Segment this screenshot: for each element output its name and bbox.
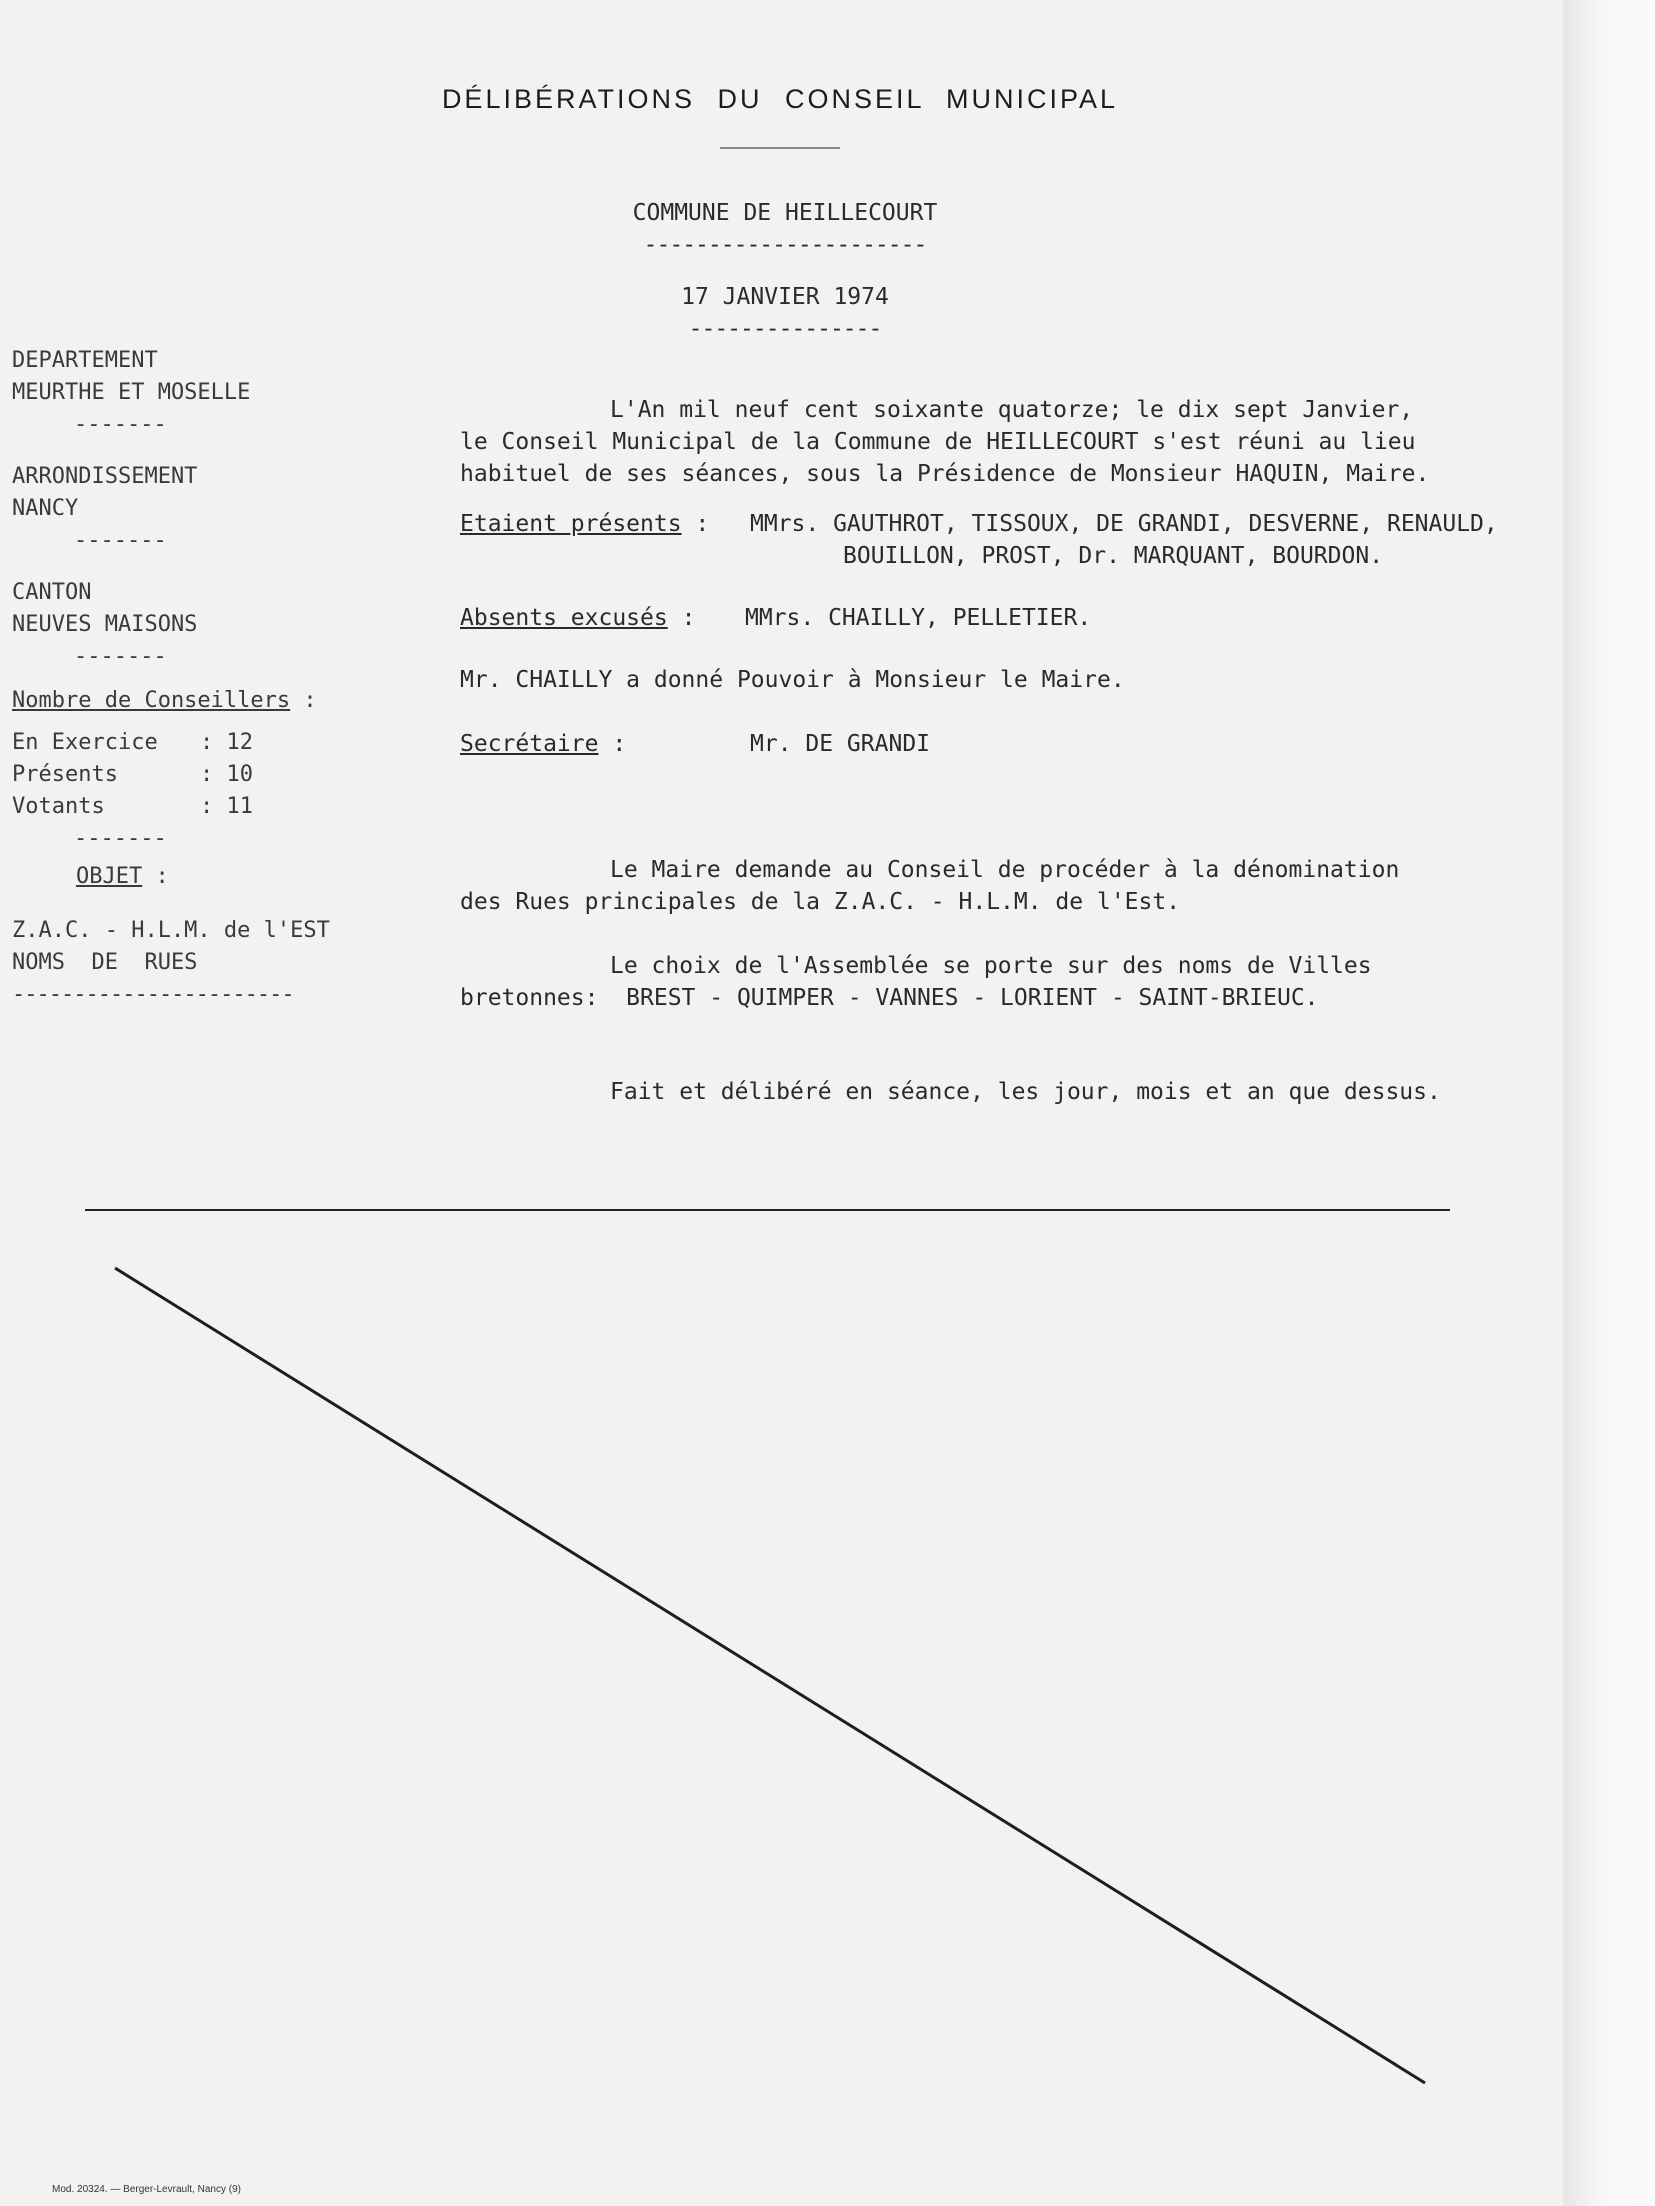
separator: ------- — [74, 644, 167, 669]
page-title: DÉLIBÉRATIONS DU CONSEIL MUNICIPAL — [441, 84, 1119, 114]
departement-value: MEURTHE ET MOSELLE — [12, 380, 251, 405]
departement-label: DEPARTEMENT — [12, 348, 158, 373]
commune-underline: ---------------------- — [643, 232, 927, 258]
canton-value: NEUVES MAISONS — [12, 612, 198, 637]
choix-line-2: bretonnes: BREST - QUIMPER - VANNES - LORIENT - SAINT-BRIEUC. — [460, 985, 1319, 1011]
exercice-row: En Exercice : 12 — [12, 730, 253, 755]
separator: ------- — [74, 412, 167, 437]
objet-line-2: NOMS DE RUES — [12, 950, 198, 975]
date-underline: --------------- — [688, 316, 882, 342]
presents-line-2: BOUILLON, PROST, Dr. MARQUANT, BOURDON. — [843, 543, 1384, 569]
objet-line-1: Z.A.C. - H.L.M. de l'EST — [12, 918, 330, 943]
demande-line-2: des Rues principales de la Z.A.C. - H.L.M. de l'Est. — [460, 889, 1181, 915]
arrondissement-label: ARRONDISSEMENT — [12, 464, 198, 489]
separator: ------- — [74, 826, 167, 851]
conseillers-heading: Nombre de Conseillers : — [12, 688, 317, 713]
intro-line-1: L'An mil neuf cent soixante quatorze; le dix sept Janvier, — [610, 397, 1414, 423]
arrondissement-value: NANCY — [12, 496, 79, 521]
canton-label: CANTON — [12, 580, 92, 605]
closing-line: Fait et délibéré en séance, les jour, mois et an que dessus. — [610, 1079, 1441, 1105]
intro-line-3: habituel de ses séances, sous la Présidence de Monsieur HAQUIN, Maire. — [460, 461, 1430, 487]
demande-line-1: Le Maire demande au Conseil de procéder à la dénomination — [610, 857, 1400, 883]
diagonal-cancel-line — [115, 1268, 1425, 2083]
meeting-date: 17 JANVIER 1974 — [681, 284, 889, 310]
presents-row: Présents : 10 — [12, 762, 253, 787]
choix-line-1: Le choix de l'Assemblée se porte sur des noms de Villes — [610, 953, 1372, 979]
separator: ------- — [74, 528, 167, 553]
secretaire-row: Secrétaire : Mr. DE GRANDI — [460, 731, 931, 757]
commune-name: COMMUNE DE HEILLECOURT — [632, 200, 938, 226]
objet-rule: ----------------------- — [12, 982, 294, 1007]
absents-list: Absents excusés : MMrs. CHAILLY, PELLETIER. — [460, 605, 1092, 631]
presents-list: Etaient présents : MMrs. GAUTHROT, TISSOUX, DE GRANDI, DESVERNE, RENAULD, BOUILLON, PROST, Dr. MARQUANT, BOURDON. — [460, 508, 1580, 572]
pouvoir-line: Mr. CHAILLY a donné Pouvoir à Monsieur le Maire. — [460, 667, 1125, 693]
objet-heading: OBJET : — [76, 864, 169, 889]
presents-line-1: MMrs. GAUTHROT, TISSOUX, DE GRANDI, DESVERNE, RENAULD, — [750, 511, 1498, 537]
printer-imprint: Mod. 20324. — Berger-Levrault, Nancy (9) — [52, 2184, 241, 2195]
intro-line-2: le Conseil Municipal de la Commune de HEILLECOURT s'est réuni au lieu — [460, 429, 1416, 455]
votants-row: Votants : 11 — [12, 794, 253, 819]
